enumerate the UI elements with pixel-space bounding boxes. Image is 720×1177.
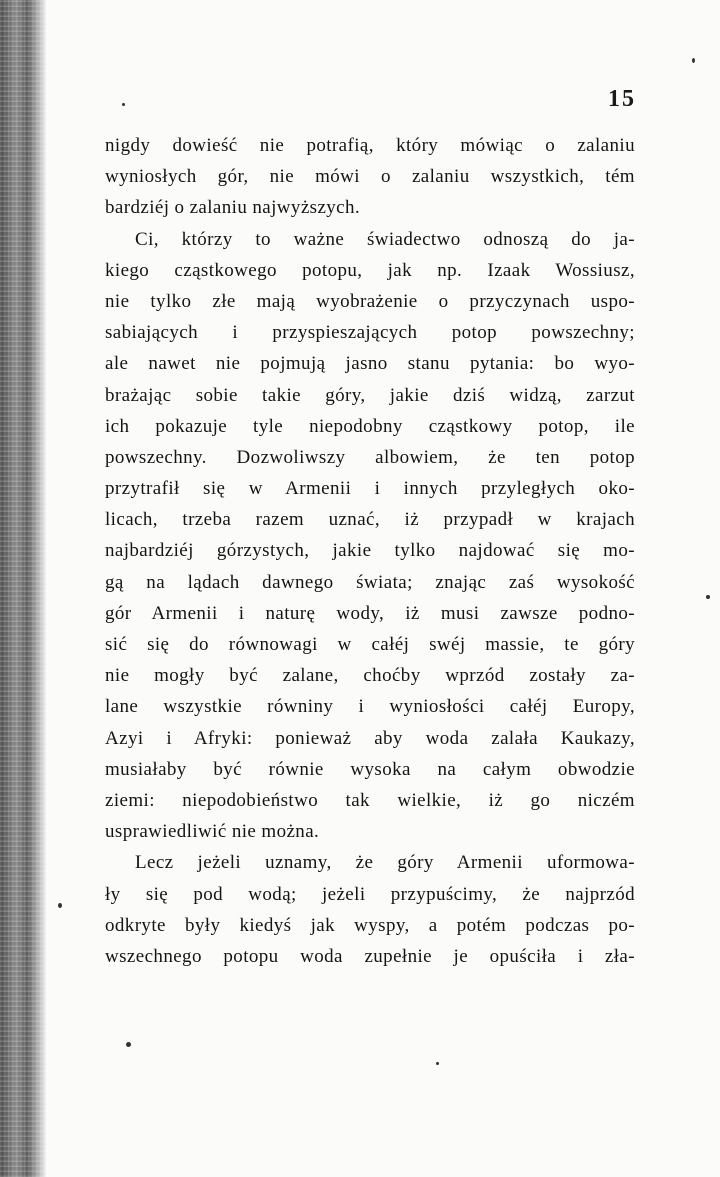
text-line: Azyi i Afryki: ponieważ aby woda zalała Kaukazy, xyxy=(105,727,635,749)
text-line: lane wszystkie równiny i wyniosłości całéj Europy, xyxy=(105,696,635,718)
text-line: nie tylko złe mają wyobrażenie o przyczynach uspo- xyxy=(105,290,635,312)
text-line: ale nawet nie pojmują jasno stanu pytania: bo wyo- xyxy=(105,353,635,375)
text-line: ziemi: niepodobieństwo tak wielkie, iż go niczém xyxy=(105,789,635,811)
body-text xyxy=(105,130,635,972)
ink-speck xyxy=(436,1062,439,1065)
text-line: licach, trzeba razem uznać, iż przypadł w krajach xyxy=(105,509,635,531)
text-line: musiałaby być równie wysoka na całym obwodzie xyxy=(105,758,635,780)
text-line: brażając sobie takie góry, jakie dziś widzą, zarzut xyxy=(105,384,635,406)
text-line: sić się do równowagi w całéj swéj massie, te góry xyxy=(105,634,635,655)
ink-speck xyxy=(58,903,62,908)
ink-speck xyxy=(122,103,125,106)
text-line: ły się pod wodą; jeżeli przypuścimy, że najprzód xyxy=(105,883,635,905)
text-line: najbardziéj górzystych, jakie tylko najdować się mo- xyxy=(105,540,635,562)
text-line: powszechny. Dozwoliwszy albowiem, że ten potop xyxy=(105,446,635,468)
text-line: Lecz jeżeli uznamy, że góry Armenii uformowa- xyxy=(135,852,635,874)
text-line: przytrafił się w Armenii i innych przyległych oko- xyxy=(105,478,635,500)
page-binding-edge xyxy=(0,0,46,1177)
text-line: nigdy dowieść nie potrafią, który mówiąc o zalaniu xyxy=(105,135,635,156)
text-line: nie mogły być zalane, choćby wprzód zostały za- xyxy=(105,665,635,687)
ink-speck xyxy=(706,595,710,599)
text-line: ich pokazuje tyle niepodobny cząstkowy potop, ile xyxy=(105,415,635,437)
text-line: wszechnego potopu woda zupełnie je opuściła i zła- xyxy=(105,945,635,967)
text-line: sabiających i przyspieszających potop powszechny; xyxy=(105,322,635,344)
text-line: odkryte były kiedyś jak wyspy, a potém podczas po- xyxy=(105,914,635,936)
text-line: bardziéj o zalaniu najwyższych. xyxy=(105,197,361,219)
text-line: Ci, którzy to ważne świadectwo odnoszą do ja- xyxy=(135,228,635,250)
text-line: gór Armenii i naturę wody, iż musi zawsze podno- xyxy=(105,602,635,624)
ink-speck xyxy=(126,1042,131,1047)
text-line: kiego cząstkowego potopu, jak np. Izaak Wossiusz, xyxy=(105,259,635,281)
ink-speck xyxy=(692,58,695,63)
text-line: usprawiedliwić nie można. xyxy=(105,821,320,843)
text-line: gą na lądach dawnego świata; znając zaś wysokość xyxy=(105,571,635,593)
page-number: 15 xyxy=(608,86,636,112)
text-line: wyniosłych gór, nie mówi o zalaniu wszystkich, tém xyxy=(105,166,635,188)
